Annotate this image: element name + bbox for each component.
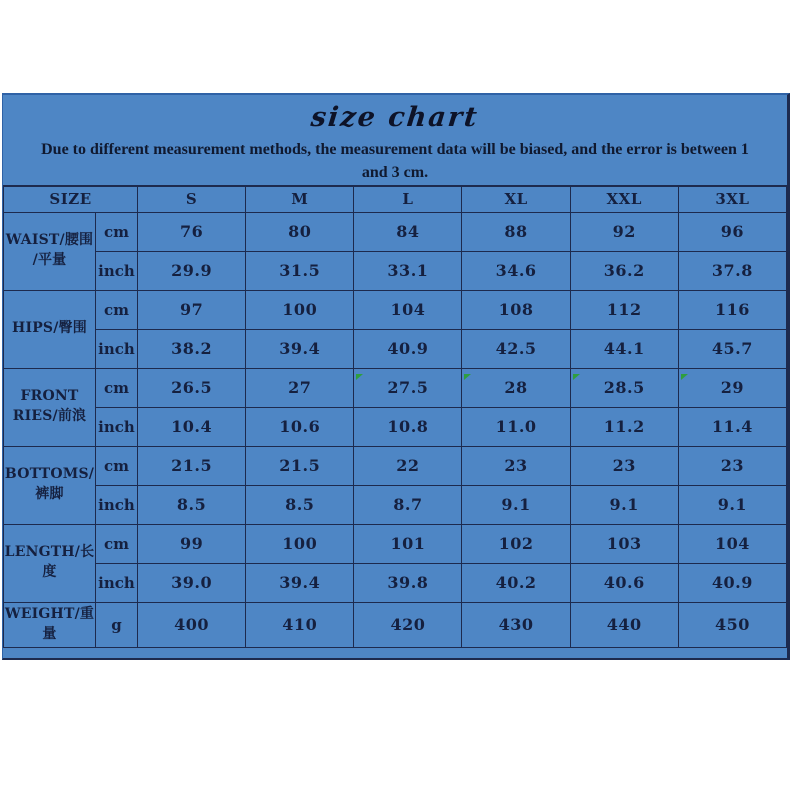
value-cell: 92 xyxy=(570,212,678,251)
value-cell: 22 xyxy=(354,446,462,485)
value-cell: 39.0 xyxy=(138,563,246,602)
row-label-line: BOTTOMS/ xyxy=(4,466,95,483)
value-cell: 440 xyxy=(570,602,678,647)
value-cell: 39.8 xyxy=(354,563,462,602)
unit-cell: inch xyxy=(96,329,138,368)
row-label-line: WEIGHT/重 xyxy=(4,605,95,622)
row-label-line: RIES/前浪 xyxy=(12,408,87,424)
value-cell: 26.5 xyxy=(138,368,246,407)
value-cell: 42.5 xyxy=(462,329,570,368)
value-cell: 9.1 xyxy=(462,485,570,524)
value-cell: 40.9 xyxy=(678,563,786,602)
value-cell: 100 xyxy=(246,524,354,563)
green-artifact-mark xyxy=(464,374,471,380)
table-row xyxy=(4,446,787,485)
green-artifact-mark xyxy=(573,374,580,380)
value-cell: 28.5 xyxy=(570,368,678,407)
value-cell: 104 xyxy=(354,290,462,329)
table-header-row xyxy=(4,186,787,212)
row-label-bottoms xyxy=(4,446,96,524)
value-cell: 45.7 xyxy=(678,329,786,368)
row-label-weight xyxy=(4,602,96,647)
value-cell: 31.5 xyxy=(246,251,354,290)
value-cell: 33.1 xyxy=(354,251,462,290)
value-cell: 80 xyxy=(246,212,354,251)
unit-cell: cm xyxy=(96,368,138,407)
size-chart-table xyxy=(3,185,787,648)
unit-cell: g xyxy=(96,602,138,647)
table-row xyxy=(4,563,787,602)
col-header-l: L xyxy=(354,186,462,212)
size-chart-panel xyxy=(2,93,790,660)
unit-cell: cm xyxy=(96,446,138,485)
value-cell: 27.5 xyxy=(354,368,462,407)
value-cell: 96 xyxy=(678,212,786,251)
unit-cell: cm xyxy=(96,212,138,251)
unit-cell: inch xyxy=(96,485,138,524)
disclaimer-line-1: Due to different measurement methods, the measurement data will be biased, and the error is between 1 xyxy=(41,141,749,158)
row-label-waist xyxy=(4,212,96,290)
row-label-line: HIPS/臀围 xyxy=(12,320,87,337)
value-cell: 88 xyxy=(462,212,570,251)
unit-cell: cm xyxy=(96,290,138,329)
unit-cell: inch xyxy=(96,563,138,602)
row-label-line: FRONT xyxy=(20,388,79,405)
value-cell: 9.1 xyxy=(570,485,678,524)
value-cell: 23 xyxy=(570,446,678,485)
col-header-s: S xyxy=(138,186,246,212)
value-cell: 112 xyxy=(570,290,678,329)
col-header-m: M xyxy=(246,186,354,212)
value-cell: 8.5 xyxy=(138,485,246,524)
value-cell: 44.1 xyxy=(570,329,678,368)
row-label-line: 裤脚 xyxy=(35,486,64,502)
green-artifact-mark xyxy=(356,374,363,380)
value-cell: 8.5 xyxy=(246,485,354,524)
value-cell: 101 xyxy=(354,524,462,563)
value-cell: 36.2 xyxy=(570,251,678,290)
col-header-size: SIZE xyxy=(4,186,138,212)
disclaimer-line-2: and 3 cm. xyxy=(361,163,429,181)
value-cell: 76 xyxy=(138,212,246,251)
value-cell: 84 xyxy=(354,212,462,251)
table-row xyxy=(4,251,787,290)
value-cell: 23 xyxy=(462,446,570,485)
value-cell: 99 xyxy=(138,524,246,563)
row-label-line: LENGTH/长 xyxy=(4,544,95,561)
value-cell: 400 xyxy=(138,602,246,647)
value-cell: 10.4 xyxy=(138,407,246,446)
col-header-3xl: 3XL xyxy=(678,186,786,212)
value-cell: 11.2 xyxy=(570,407,678,446)
table-row xyxy=(4,329,787,368)
unit-cell: cm xyxy=(96,524,138,563)
value-cell: 21.5 xyxy=(138,446,246,485)
value-cell: 102 xyxy=(462,524,570,563)
value-cell: 38.2 xyxy=(138,329,246,368)
value-cell: 10.6 xyxy=(246,407,354,446)
value-cell: 104 xyxy=(678,524,786,563)
value-cell: 97 xyxy=(138,290,246,329)
value-cell: 11.0 xyxy=(462,407,570,446)
table-row xyxy=(4,407,787,446)
value-cell: 100 xyxy=(246,290,354,329)
value-cell: 10.8 xyxy=(354,407,462,446)
row-label-hips xyxy=(4,290,96,368)
row-label-line: /平量 xyxy=(32,252,67,268)
page-title: size chart xyxy=(309,101,481,133)
disclaimer-text xyxy=(3,139,787,185)
value-cell: 29 xyxy=(678,368,786,407)
table-row xyxy=(4,212,787,251)
value-cell: 23 xyxy=(678,446,786,485)
table-row xyxy=(4,602,787,647)
value-cell: 108 xyxy=(462,290,570,329)
value-cell: 40.6 xyxy=(570,563,678,602)
unit-cell: inch xyxy=(96,407,138,446)
col-header-xl: XL xyxy=(462,186,570,212)
value-cell: 450 xyxy=(678,602,786,647)
row-label-front-ries xyxy=(4,368,96,446)
value-cell: 8.7 xyxy=(354,485,462,524)
value-cell: 40.9 xyxy=(354,329,462,368)
value-cell: 39.4 xyxy=(246,563,354,602)
table-row xyxy=(4,290,787,329)
value-cell: 103 xyxy=(570,524,678,563)
value-cell: 28 xyxy=(462,368,570,407)
row-label-line: 量 xyxy=(42,625,57,642)
value-cell: 29.9 xyxy=(138,251,246,290)
row-label-length xyxy=(4,524,96,602)
value-cell: 27 xyxy=(246,368,354,407)
table-row xyxy=(4,485,787,524)
table-row xyxy=(4,368,787,407)
unit-cell: inch xyxy=(96,251,138,290)
green-artifact-mark xyxy=(681,374,688,380)
value-cell: 430 xyxy=(462,602,570,647)
value-cell: 21.5 xyxy=(246,446,354,485)
value-cell: 40.2 xyxy=(462,563,570,602)
row-label-line: WAIST/腰围 xyxy=(5,232,94,249)
title-band xyxy=(3,95,787,139)
value-cell: 37.8 xyxy=(678,251,786,290)
value-cell: 116 xyxy=(678,290,786,329)
row-label-line: 度 xyxy=(42,564,57,580)
value-cell: 410 xyxy=(246,602,354,647)
value-cell: 420 xyxy=(354,602,462,647)
value-cell: 9.1 xyxy=(678,485,786,524)
value-cell: 34.6 xyxy=(462,251,570,290)
value-cell: 11.4 xyxy=(678,407,786,446)
value-cell: 39.4 xyxy=(246,329,354,368)
table-row xyxy=(4,524,787,563)
col-header-xxl: XXL xyxy=(570,186,678,212)
